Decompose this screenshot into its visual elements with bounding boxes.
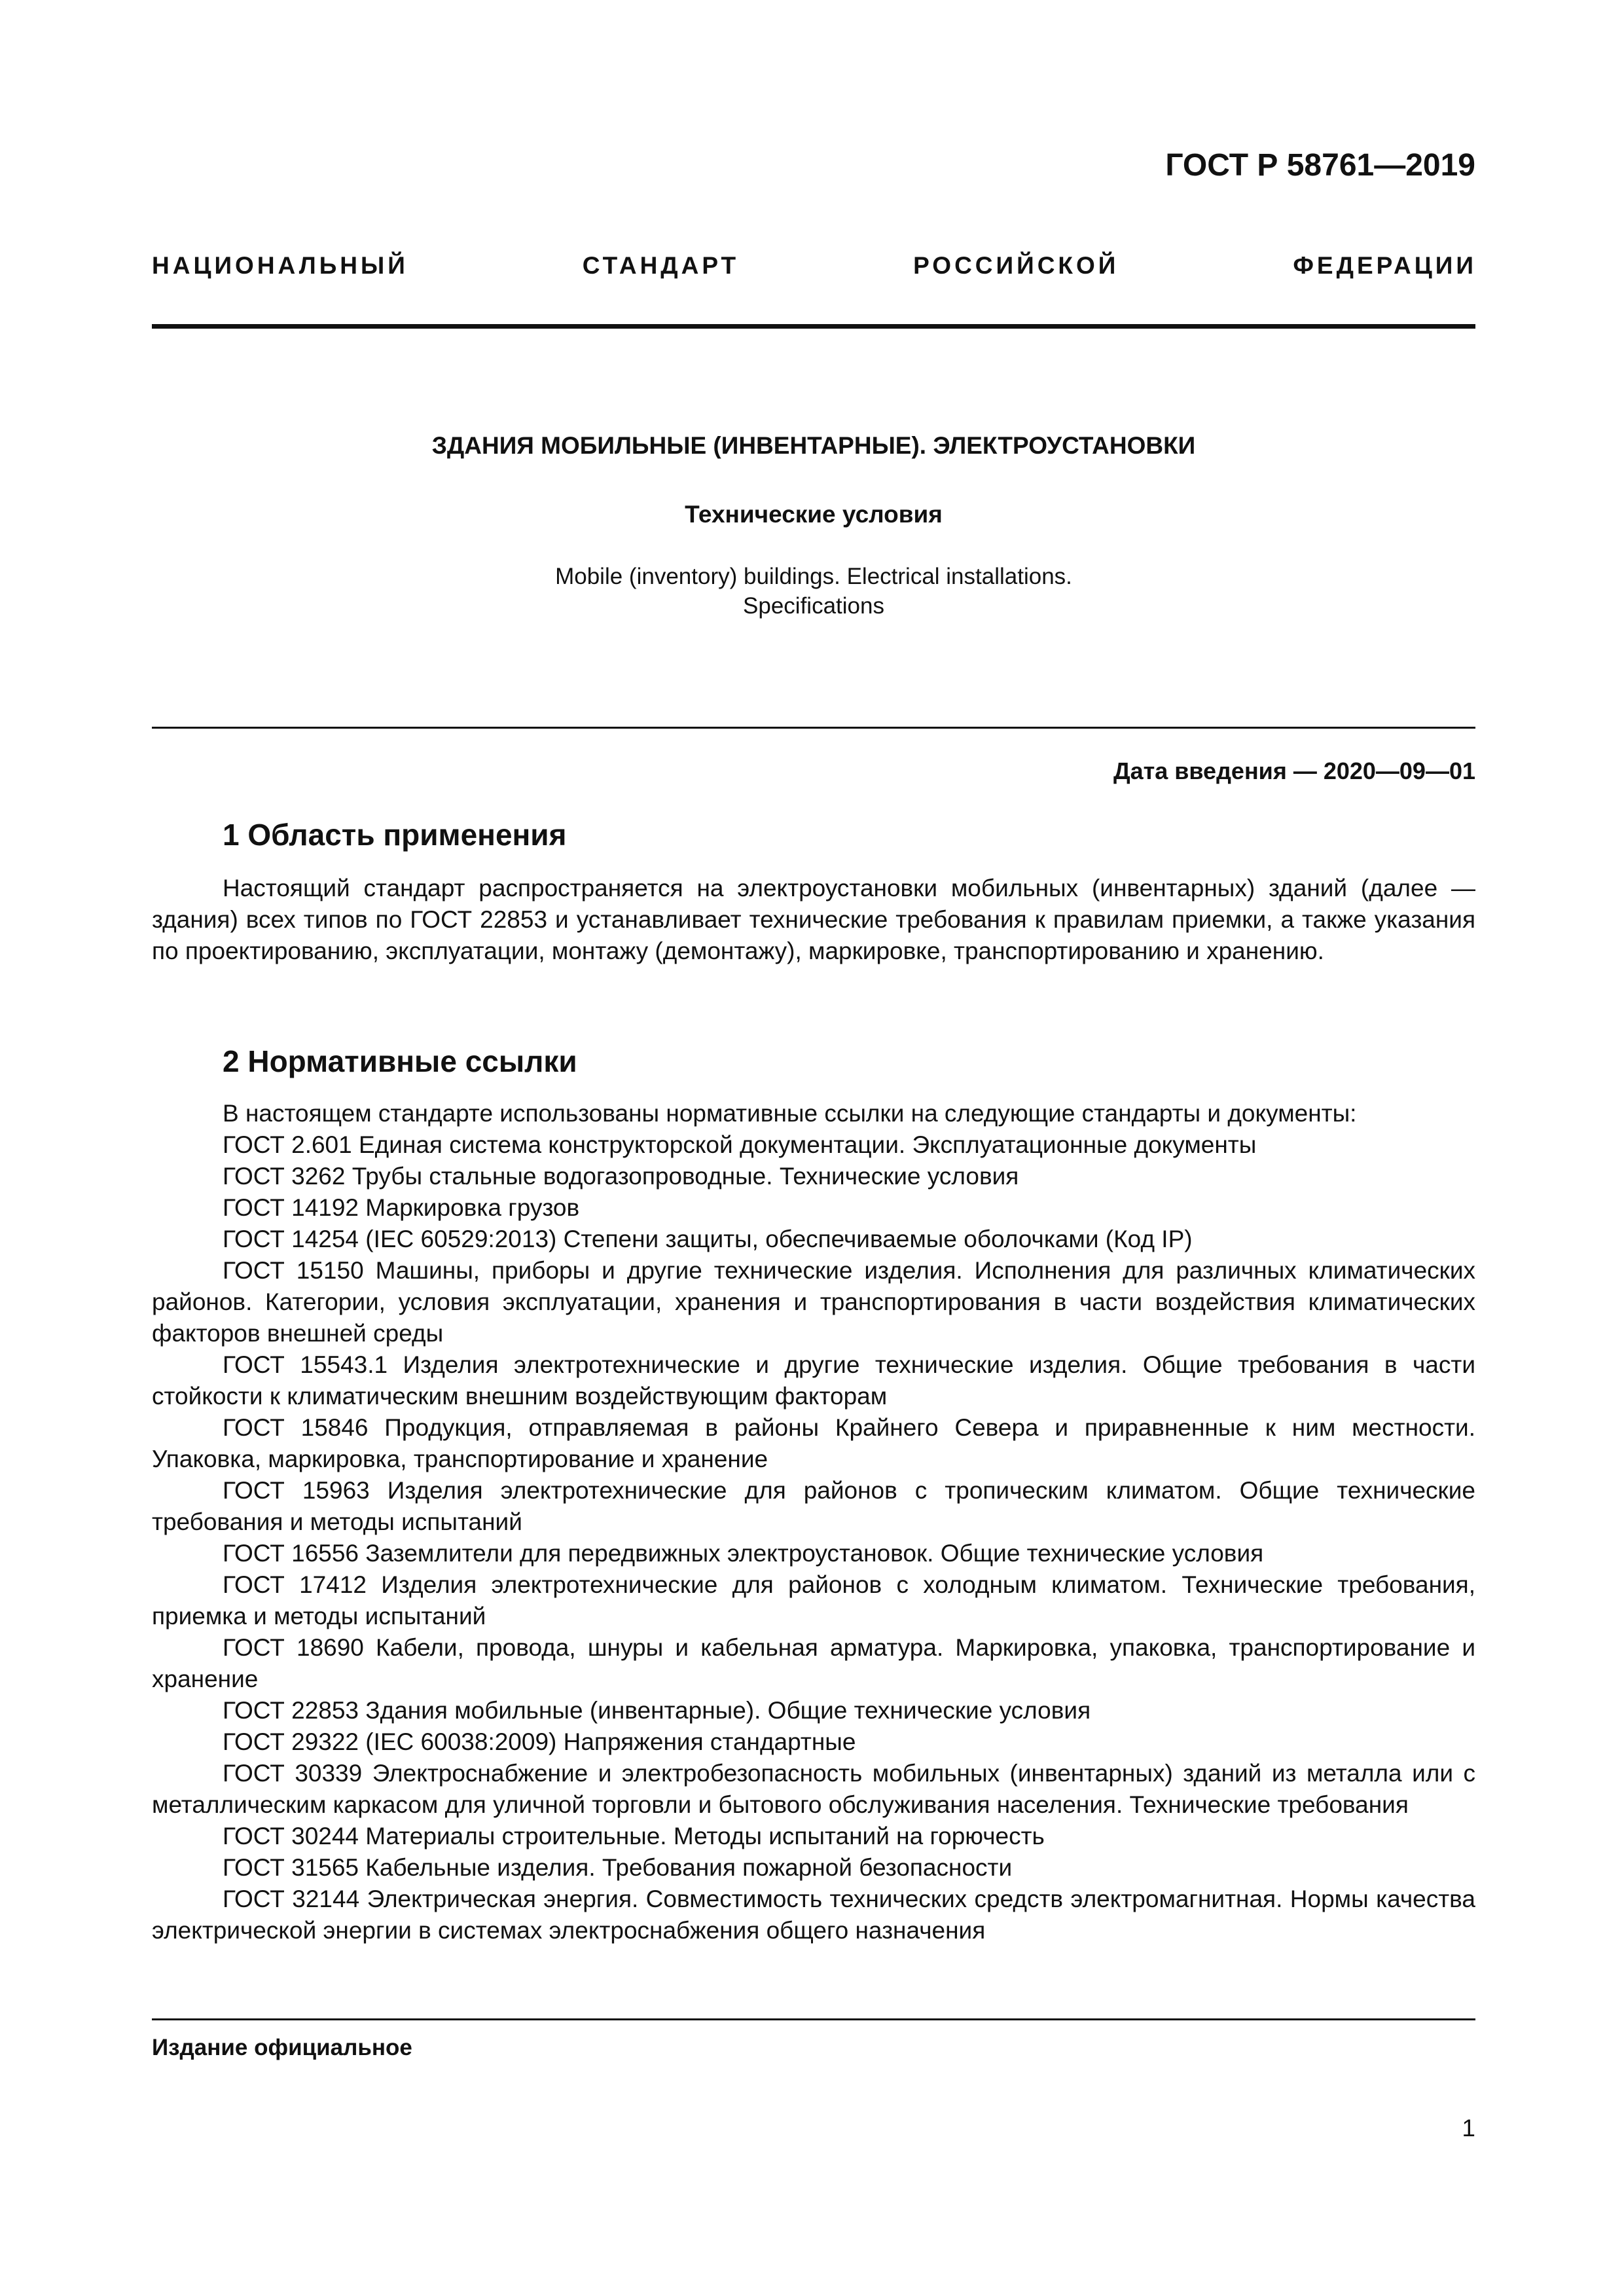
reference-item: ГОСТ 18690 Кабели, провода, шнуры и кабельная арматура. Маркировка, упаковка, транспортирование и хранение <box>152 1634 1475 1692</box>
section-1-paragraph: Настоящий стандарт распространяется на электроустановки мобильных (инвентарных) зданий (далее — здания) всех типов по ГОСТ 22853 и устанавливает технические требования к правилам приемки, а также указания по проектированию, эксплуатации, монтажу (демонтажу), маркировке, транспортированию и хранению. <box>152 875 1475 964</box>
footer-divider <box>152 2018 1475 2020</box>
reference-item: ГОСТ 15150 Машины, приборы и другие технические изделия. Исполнения для различных климатических районов. Категории, условия эксплуатации, хранения и транспортирования в части воздействия климатических факторов внешней среды <box>152 1257 1475 1347</box>
reference-item: ГОСТ 15846 Продукция, отправляемая в районы Крайнего Севера и приравненные к ним местности. Упаковка, маркировка, транспортирование и хранение <box>152 1414 1475 1472</box>
reference-item: ГОСТ 15963 Изделия электротехнические для районов с тропическим климатом. Общие технические требования и методы испытаний <box>152 1477 1475 1535</box>
header-divider <box>152 324 1475 329</box>
page-number: 1 <box>1462 2115 1475 2141</box>
reference-item: ГОСТ 30244 Материалы строительные. Методы испытаний на горючесть <box>223 1823 1045 1850</box>
section-2-heading: 2 Нормативные ссылки <box>223 1044 577 1078</box>
reference-item: ГОСТ 17412 Изделия электротехнические для районов с холодным климатом. Технические требования, приемка и методы испытаний <box>152 1571 1475 1630</box>
english-title-line-2: Specifications <box>743 593 884 619</box>
official-edition-label: Издание официальное <box>152 2035 412 2060</box>
section-1-heading: 1 Область применения <box>223 818 567 852</box>
reference-item: ГОСТ 14192 Маркировка грузов <box>223 1194 580 1221</box>
document-subtitle: Технические условия <box>685 501 943 528</box>
section-1-body <box>152 873 1475 967</box>
reference-item: ГОСТ 16556 Заземлители для передвижных электроустановок. Общие технические условия <box>223 1540 1264 1567</box>
reference-item: ГОСТ 22853 Здания мобильные (инвентарные). Общие технические условия <box>223 1697 1091 1724</box>
document-title: ЗДАНИЯ МОБИЛЬНЫЕ (ИНВЕНТАРНЫЕ). ЭЛЕКТРОУСТАНОВКИ <box>431 432 1196 459</box>
reference-item: ГОСТ 31565 Кабельные изделия. Требования пожарной безопасности <box>223 1854 1013 1881</box>
english-title <box>152 562 1475 621</box>
english-title-line-1: Mobile (inventory) buildings. Electrical installations. <box>555 564 1072 589</box>
document-code: ГОСТ Р 58761—2019 <box>1165 148 1475 183</box>
title-divider <box>152 727 1475 729</box>
reference-item: ГОСТ 14254 (IEC 60529:2013) Степени защиты, обеспечиваемые оболочками (Код IP) <box>223 1226 1193 1252</box>
reference-item: ГОСТ 3262 Трубы стальные водогазопроводные. Технические условия <box>223 1163 1019 1190</box>
references-intro: В настоящем стандарте использованы нормативные ссылки на следующие стандарты и документы: <box>223 1100 1357 1127</box>
national-standard-banner: НАЦИОНАЛЬНЫЙ СТАНДАРТ РОССИЙСКОЙ ФЕДЕРАЦИИ <box>152 252 1477 279</box>
reference-item: ГОСТ 15543.1 Изделия электротехнические и другие технические изделия. Общие требования в части стойкости к климатическим внешним воздействующим факторам <box>152 1351 1475 1410</box>
introduction-date: Дата введения — 2020—09—01 <box>1113 757 1475 784</box>
section-2-body <box>152 1098 1475 1946</box>
reference-item: ГОСТ 2.601 Единая система конструкторской документации. Эксплуатационные документы <box>223 1131 1257 1158</box>
reference-item: ГОСТ 30339 Электроснабжение и электробезопасность мобильных (инвентарных) зданий из металла или с металлическим каркасом для уличной торговли и бытового обслуживания населения. Технические требования <box>152 1760 1475 1818</box>
reference-item: ГОСТ 29322 (IEC 60038:2009) Напряжения стандартные <box>223 1728 856 1755</box>
reference-item: ГОСТ 32144 Электрическая энергия. Совместимость технических средств электромагнитная. Нормы качества электрической энергии в системах электроснабжения общего назначения <box>152 1886 1475 1944</box>
